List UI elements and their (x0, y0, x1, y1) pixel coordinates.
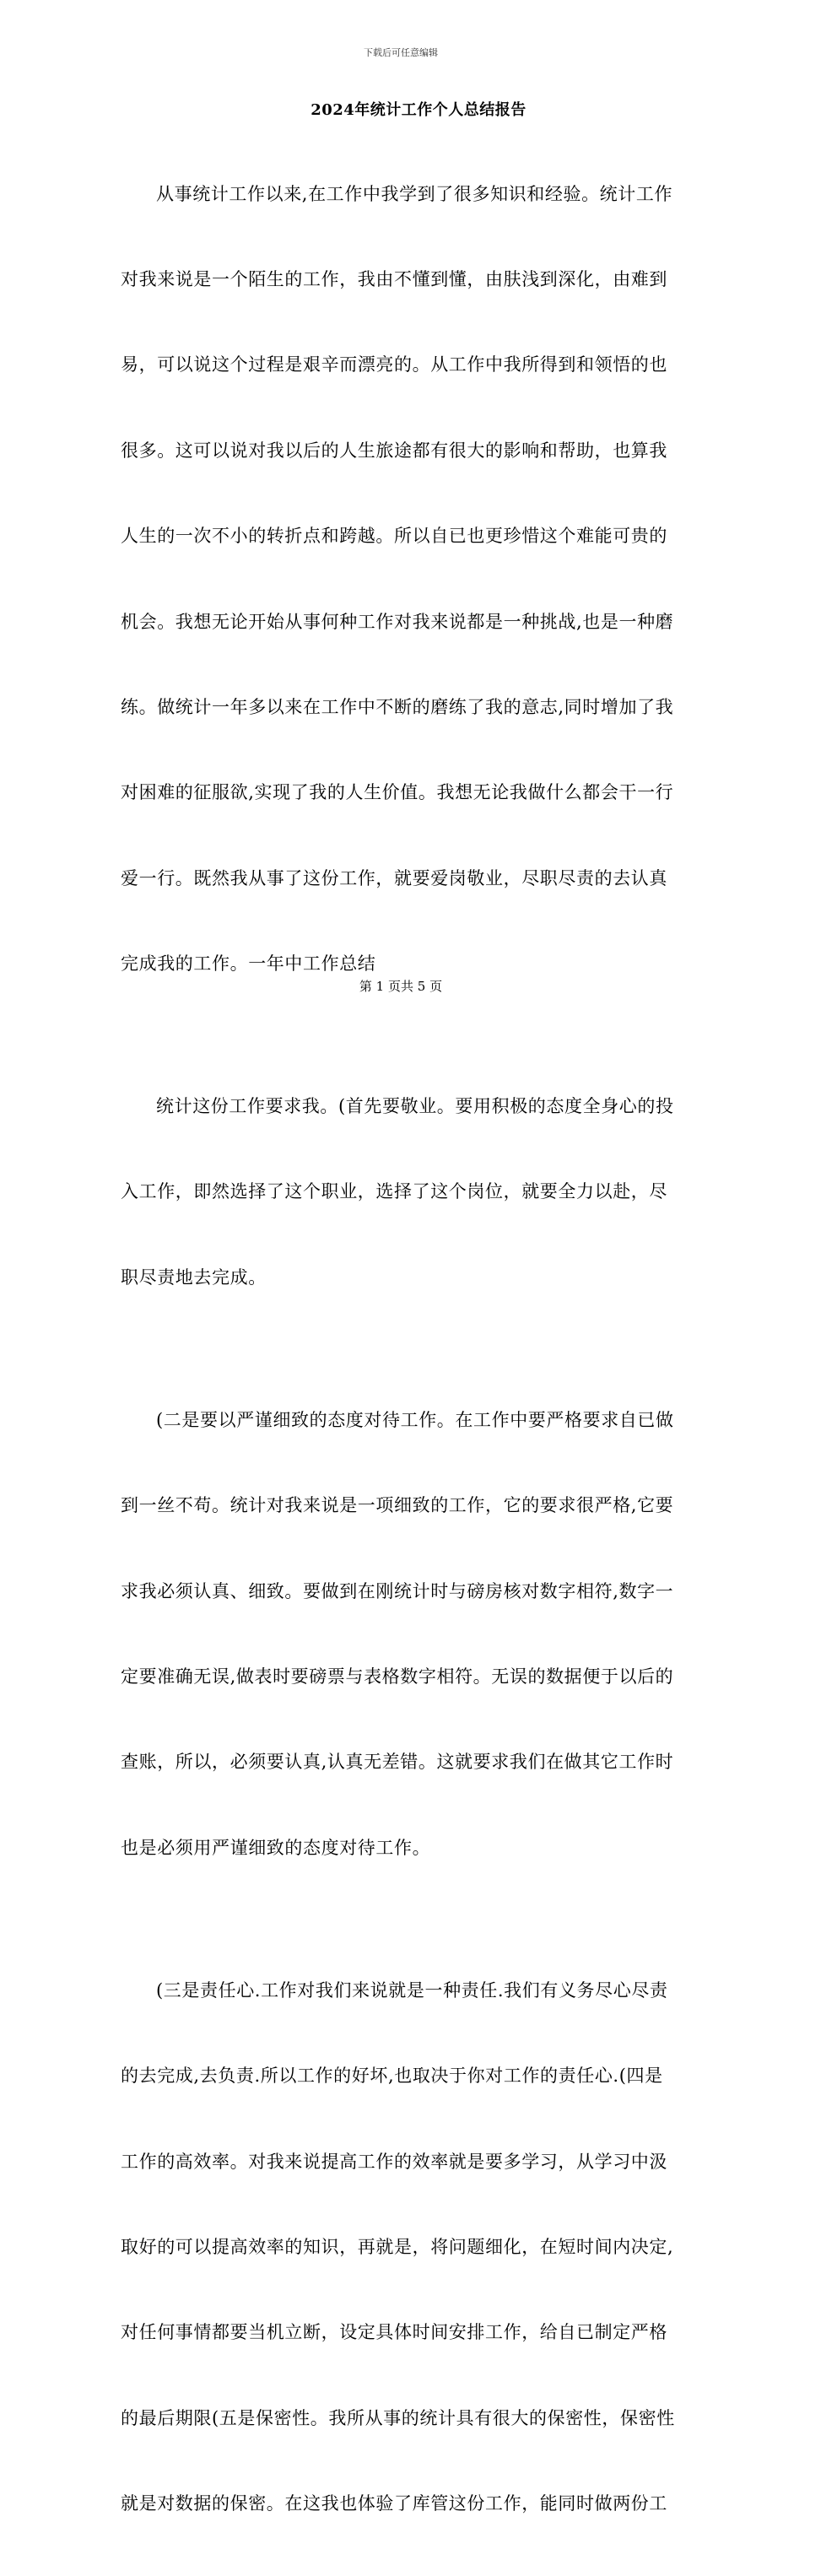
page-header-note: 下载后可任意编辑 (364, 47, 438, 58)
text-line: 的去完成,去负责.所以工作的好坏,也取决于你对工作的责任心.(四是 (121, 2066, 663, 2087)
text-line: 机会。我想无论开始从事何种工作对我来说都是一种挑战,也是一种磨 (121, 611, 674, 632)
text-line: 爱一行。既然我从事了这份工作，就要爱岗敬业，尽职尽责的去认真 (121, 867, 667, 888)
text-line: 对困难的征服欲,实现了我的人生价值。我想无论我做什么都会干一行 (121, 782, 674, 803)
text-line: 定要准确无误,做表时要磅票与表格数字相符。无误的数据便于以后的 (121, 1666, 674, 1688)
text-line: 工作的高效率。对我来说提高工作的效率就是要多学习，从学习中汲 (121, 2151, 667, 2172)
text-line: 职尽责地去完成。 (121, 1266, 267, 1288)
text-line: (二是要以严谨细致的态度对待工作。在工作中要严格要求自已做 (156, 1409, 674, 1430)
document-title: 2024年统计工作个人总结报告 (310, 101, 526, 119)
paragraph-2 (121, 1036, 683, 1350)
text-line: 人生的一次不小的转折点和跨越。所以自已也更珍惜这个难能可贵的 (121, 526, 667, 547)
text-line: 入工作，即然选择了这个职业，选择了这个岗位，就要全力以赴，尽 (121, 1181, 667, 1202)
text-line: 从事统计工作以来,在工作中我学到了很多知识和经验。统计工作 (156, 183, 673, 204)
text-line: 查账，所以，必须要认真,认真无差错。这就要求我们在做其它工作时 (121, 1752, 674, 1773)
paragraph-3 (121, 1349, 683, 1920)
text-line: 就是对数据的保密。在这我也体验了库管这份工作，能同时做两份工 (121, 2493, 667, 2514)
page-number: 第 1 页共 5 页 (359, 979, 443, 994)
text-line: 对我来说是一个陌生的工作，我由不懂到懂，由肤浅到深化，由难到 (121, 268, 667, 289)
text-line: (三是责任心.工作对我们来说就是一种责任.我们有义务尽心尽责 (156, 1979, 668, 2001)
paragraph-1 (121, 123, 683, 1036)
text-line: 求我必须认真、细致。要做到在刚统计时与磅房核对数字相符,数字一 (121, 1580, 674, 1601)
text-line: 的最后期限(五是保密性。我所从事的统计具有很大的保密性，保密性 (121, 2407, 675, 2428)
text-line: 也是必须用严谨细致的态度对待工作。 (121, 1837, 431, 1858)
text-line: 取好的可以提高效率的知识，再就是，将问题细化，在短时间内决定, (121, 2236, 674, 2257)
document-body (121, 123, 683, 2576)
text-line: 对任何事情都要当机立断，设定具体时间安排工作，给自已制定严格 (121, 2322, 667, 2343)
text-line: 完成我的工作。一年中工作总结 (121, 953, 376, 975)
text-line: 很多。这可以说对我以后的人生旅途都有很大的影响和帮助，也算我 (121, 440, 667, 461)
text-line: 易，可以说这个过程是艰辛而漂亮的。从工作中我所得到和领悟的也 (121, 354, 667, 375)
paragraph-4 (121, 1920, 683, 2575)
text-line: 统计这份工作要求我。(首先要敬业。要用积极的态度全身心的投 (156, 1096, 674, 1117)
text-line: 到一丝不苟。统计对我来说是一项细致的工作，它的要求很严格,它要 (121, 1495, 674, 1516)
text-line: 练。做统计一年多以来在工作中不断的磨练了我的意志,同时增加了我 (121, 696, 674, 717)
